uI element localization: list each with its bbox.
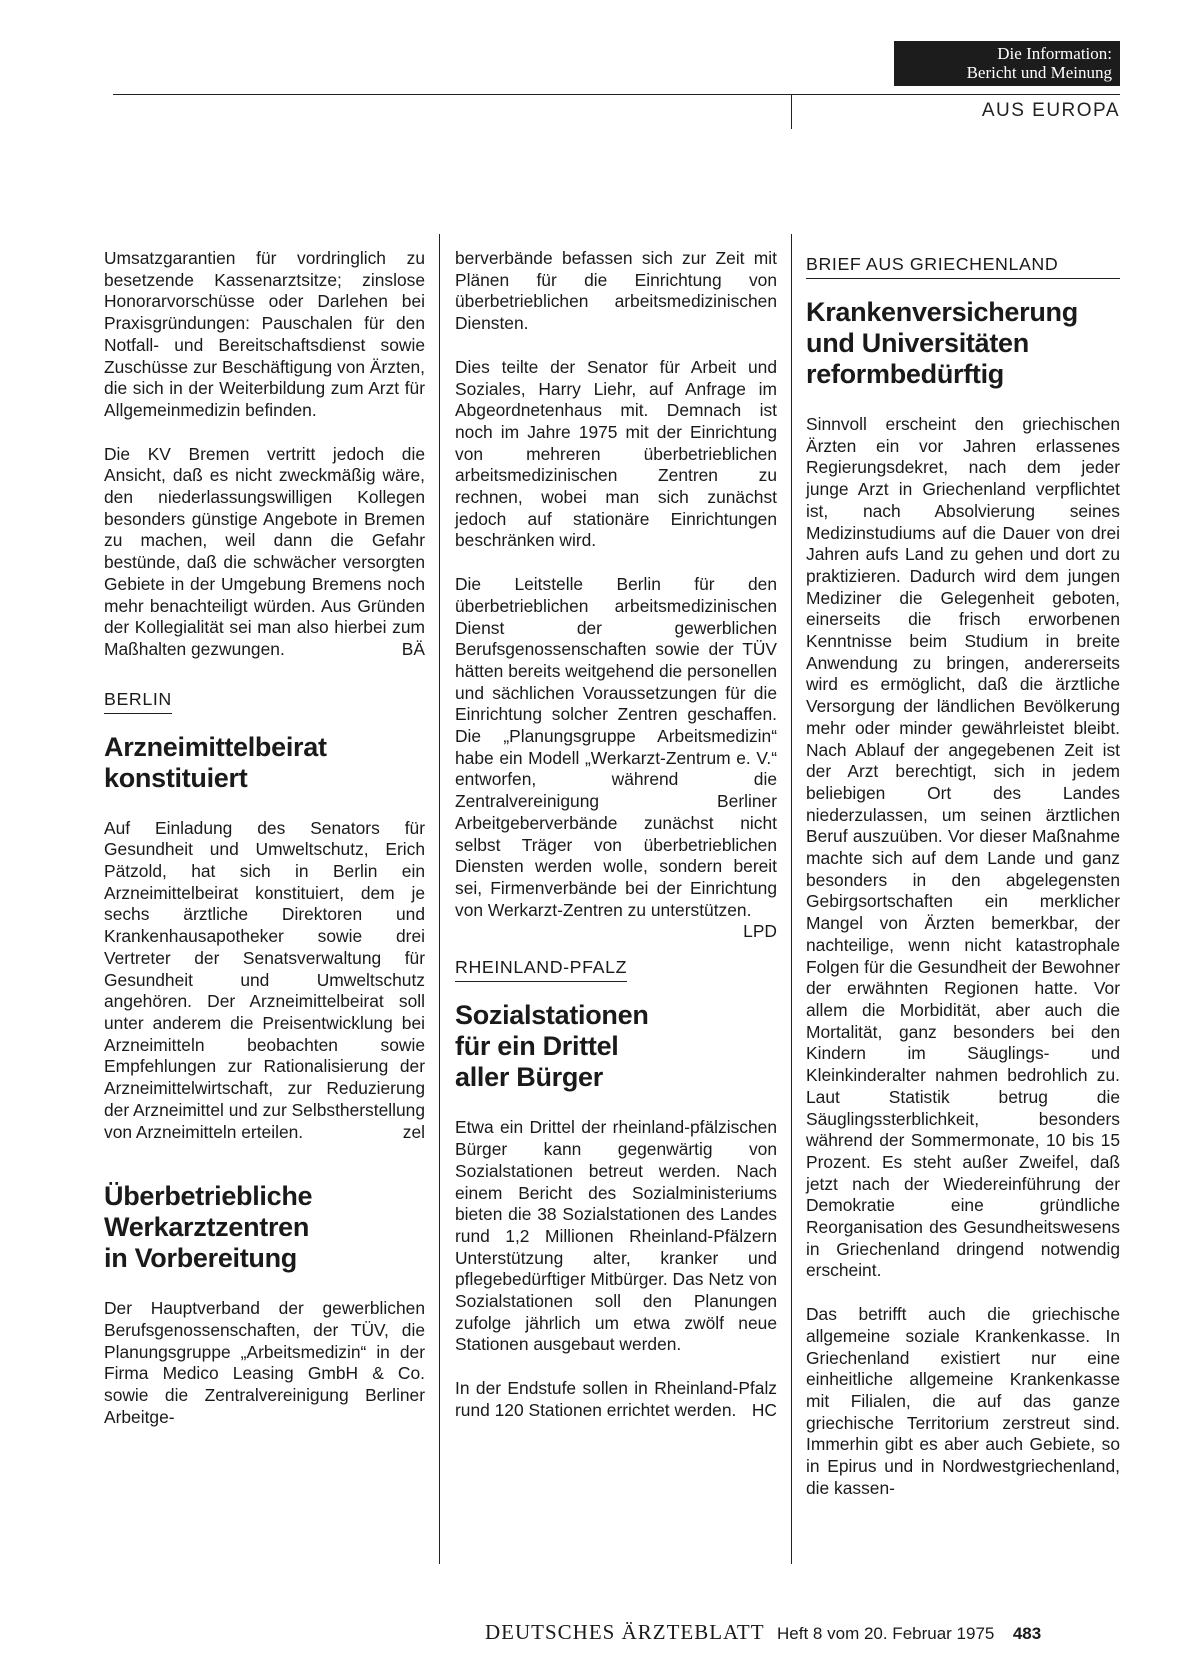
column-2 <box>455 248 777 1444</box>
magazine-name: DEUTSCHES ÄRZTEBLATT <box>485 1620 765 1644</box>
masthead-line-2: Bericht und Meinung <box>966 63 1112 82</box>
headline-line: in Vorbereitung <box>104 1243 298 1274</box>
headline-arzneimittelbeirat <box>104 732 425 794</box>
column-rule-2 <box>791 234 792 1564</box>
headline-line: für ein Drittel <box>455 1031 619 1062</box>
page-footer <box>485 1620 1041 1645</box>
col3-paragraph-2: Das betrifft auch die griechische allgemeine soziale Krankenkasse. In Griechenland existiert nur eine einheitliche allgemeine Krankenkasse mit Filialen, die auf das ganze griechische Territorium zerstreut sind. Immerhin gibt es aber auch Gebiete, so in Epirus und in Nordwestgriechenland, die kassen- <box>806 1304 1120 1498</box>
headline-krankenversicherung <box>806 297 1120 390</box>
col3-paragraph-1: Sinnvoll erscheint den griechischen Ärzten ein vor Jahren erlassenes Regierungsdekret, nach dem jeder junge Arzt in Griechenland verpflichtet ist, nach Absolvierung seines Medizinstudiums auf die Dauer von drei Jahren aufs Land zu gehen und dort zu praktizieren. Dadurch wird dem jungen Mediziner die Gelegenheit geboten, einerseits die frisch erworbenen Kenntnisse beim Studium in breite Anwendung zu bringen, andererseits wird es ermöglicht, daß die ärztliche Versorgung der ländlichen Bevölkerung mehr oder minder gewährleistet bleibt. Nach Ablauf der angegebenen Zeit ist der Arzt berechtigt, sich in jedem beliebigen Ort des Landes niederzulassen, um seinen ärztlichen Beruf auszuüben. Vor dieser Maßnahme machte sich auf dem Lande und ganz besonders in den abgelegensten Gebirgsortschaften ein merklicher Mangel von Ärzten bemerkbar, der nachteilige, wenn nicht katastrophale Folgen für die Gesundheit der Bewohner der erwähnten Regionen hatte. Vor allem die Morbidität, aber auch die Mortalität, ganz besonders bei den Kindern im Säuglings- und Kleinkinderalter nahmen bedrohlich zu. Laut Statistik betrug die Säuglingssterblichkeit, besonders während der Sommermonate, 10 bis 15 Prozent. Es steht außer Zweifel, daß jetzt nach der Wiedereinführung der Demokratie eine gründliche Reorganisation des Gesundheitswesens in Griechenland dringend notwendig erscheint. <box>806 414 1120 1281</box>
col1-paragraph-4: Der Hauptverband der gewerblichen Berufsgenossenschaften, der TÜV, die Planungsgruppe „Arbeitsmedizin“ in der Firma Medico Leasing GmbH & Co. sowie die Zentralvereinigung Berliner Arbeitge- <box>104 1298 425 1427</box>
col1-paragraph-2 <box>104 444 425 661</box>
col2-paragraph-3-text: Die Leitstelle Berlin für den überbetrieblichen arbeitsmedizinischen Dienst der gewerblichen Berufsgenossenschaften sowie der TÜV hätten bereits weitgehend die personellen und sächlichen Voraussetzungen für die Einrichtung solcher Zentren geschaffen. Die „Planungsgruppe Arbeitsmedizin“ habe ein Modell „Werkarzt-Zentrum e. V.“ entworfen, während die Zentralvereinigung Berliner Arbeitgeberverbände zunächst nicht selbst Träger von überbetrieblichen Diensten werden wolle, sondern bereit sei, Firmenverbände bei der Einrichtung von Werkarzt-Zentren zu unterstützen. <box>455 574 777 920</box>
col1-paragraph-1: Umsatzgarantien für vordringlich zu besetzende Kassenarztsitze; zinslose Honorarvorschüsse oder Darlehen bei Praxisgründungen: Pauschalen für den Notfall- und Bereitschaftsdienst sowie Zuschüsse zur Beschäftigung von Ärzten, die sich in der Weiterbildung zum Arzt für Allgemeinmedizin befinden. <box>104 248 425 420</box>
category-berlin: BERLIN <box>104 689 172 714</box>
col2-paragraph-3 <box>455 574 777 942</box>
col2-paragraph-2: Dies teilte der Senator für Arbeit und Soziales, Harry Liehr, auf Anfrage im Abgeordnetenhaus mit. Demnach ist noch im Jahre 1975 mit der Einrichtung von mehreren überbetrieblichen arbeitsmedizinischen Zentren zu rechnen, wobei man sich zunächst jedoch auf stationäre Einrichtungen beschränken wird. <box>455 356 777 551</box>
column-1 <box>104 248 425 1450</box>
category-brief-aus-griechenland: BRIEF AUS GRIECHENLAND <box>806 254 1120 279</box>
headline-line: Krankenversicherung <box>806 297 1078 327</box>
header-divider <box>791 94 792 129</box>
headline-line: konstituiert <box>104 762 248 793</box>
column-rule-1 <box>439 234 440 1564</box>
author-signature: zel <box>402 1121 425 1142</box>
issue-info: Heft 8 vom 20. Februar 1975 <box>777 1624 995 1643</box>
headline-line: Überbetriebliche <box>104 1181 313 1212</box>
category-rheinland-pfalz: RHEINLAND-PFALZ <box>455 957 627 982</box>
author-signature: BÄ <box>401 638 425 659</box>
headline-line: und Universitäten <box>806 328 1029 358</box>
headline-line: Werkarztzentren <box>104 1212 310 1243</box>
header-rule <box>113 94 1120 95</box>
author-signature: LPD <box>743 921 777 942</box>
col2-paragraph-4: Etwa ein Drittel der rheinland-pfälzischen Bürger kann gegenwärtig von Sozialstationen betreut werden. Nach einem Bericht des Sozialministeriums bieten die 38 Sozialstationen des Landes rund 1,2 Millionen Rheinland-Pfälzern Unterstützung alter, kranker und pflegebedürftiger Mitbürger. Das Netz von Sozialstationen soll den Planungen zufolge jährlich um etwa zwölf neue Stationen ausgebaut werden. <box>455 1117 777 1355</box>
col2-paragraph-5 <box>455 1378 777 1421</box>
headline-werkarztzentren <box>104 1181 425 1274</box>
headline-line: Sozialstationen <box>455 1000 649 1031</box>
headline-line: Arzneimittelbeirat <box>104 731 327 762</box>
author-signature: HC <box>751 1399 777 1420</box>
col1-paragraph-3 <box>104 818 425 1144</box>
col2-paragraph-5-text: In der Endstufe sollen in Rheinland-Pfalz rund 120 Stationen errichtet werden. <box>455 1378 777 1420</box>
page-number: 483 <box>1012 1624 1042 1643</box>
masthead-line-1: Die Information: <box>997 44 1112 63</box>
headline-line: reformbedürftig <box>806 359 1005 389</box>
col2-paragraph-1: berverbände befassen sich zur Zeit mit Plänen für die Einrichtung von überbetrieblichen arbeitsmedizinischen Diensten. <box>455 248 777 334</box>
col1-paragraph-2-text: Die KV Bremen vertritt jedoch die Ansicht, daß es nicht zweckmäßig wäre, den niederlassungswilligen Kollegen besonders günstige Angebote in Bremen zu machen, weil dann die Gefahr bestünde, daß die schwächer versorgten Gebiete in der Umgebung Bremens noch mehr benachteiligt würden. Aus Gründen der Kollegialität sei man also hierbei zum Maßhalten gezwungen. <box>104 443 425 659</box>
headline-sozialstationen <box>455 1000 777 1093</box>
column-3 <box>806 248 1120 1521</box>
section-tag: AUS EUROPA <box>981 100 1120 121</box>
headline-line: aller Bürger <box>455 1062 603 1093</box>
masthead-box <box>894 41 1120 86</box>
col1-paragraph-3-text: Auf Einladung des Senators für Gesundheit und Umweltschutz, Erich Pätzold, hat sich in Berlin ein Arzneimittelbeirat konstituiert, dem je sechs ärztliche Direktoren und Krankenhausapotheker sowie drei Vertreter der Senatsverwaltung für Gesundheit und Umweltschutz angehören. Der Arzneimittelbeirat soll unter anderem die Preisentwicklung bei Arzneimitteln beobachten sowie Empfehlungen zur Rationalisierung der Arzneimittelwirtschaft, zur Reduzierung der Arzneimittel und zur Selbstherstellung von Arzneimitteln erteilen. <box>104 817 425 1142</box>
